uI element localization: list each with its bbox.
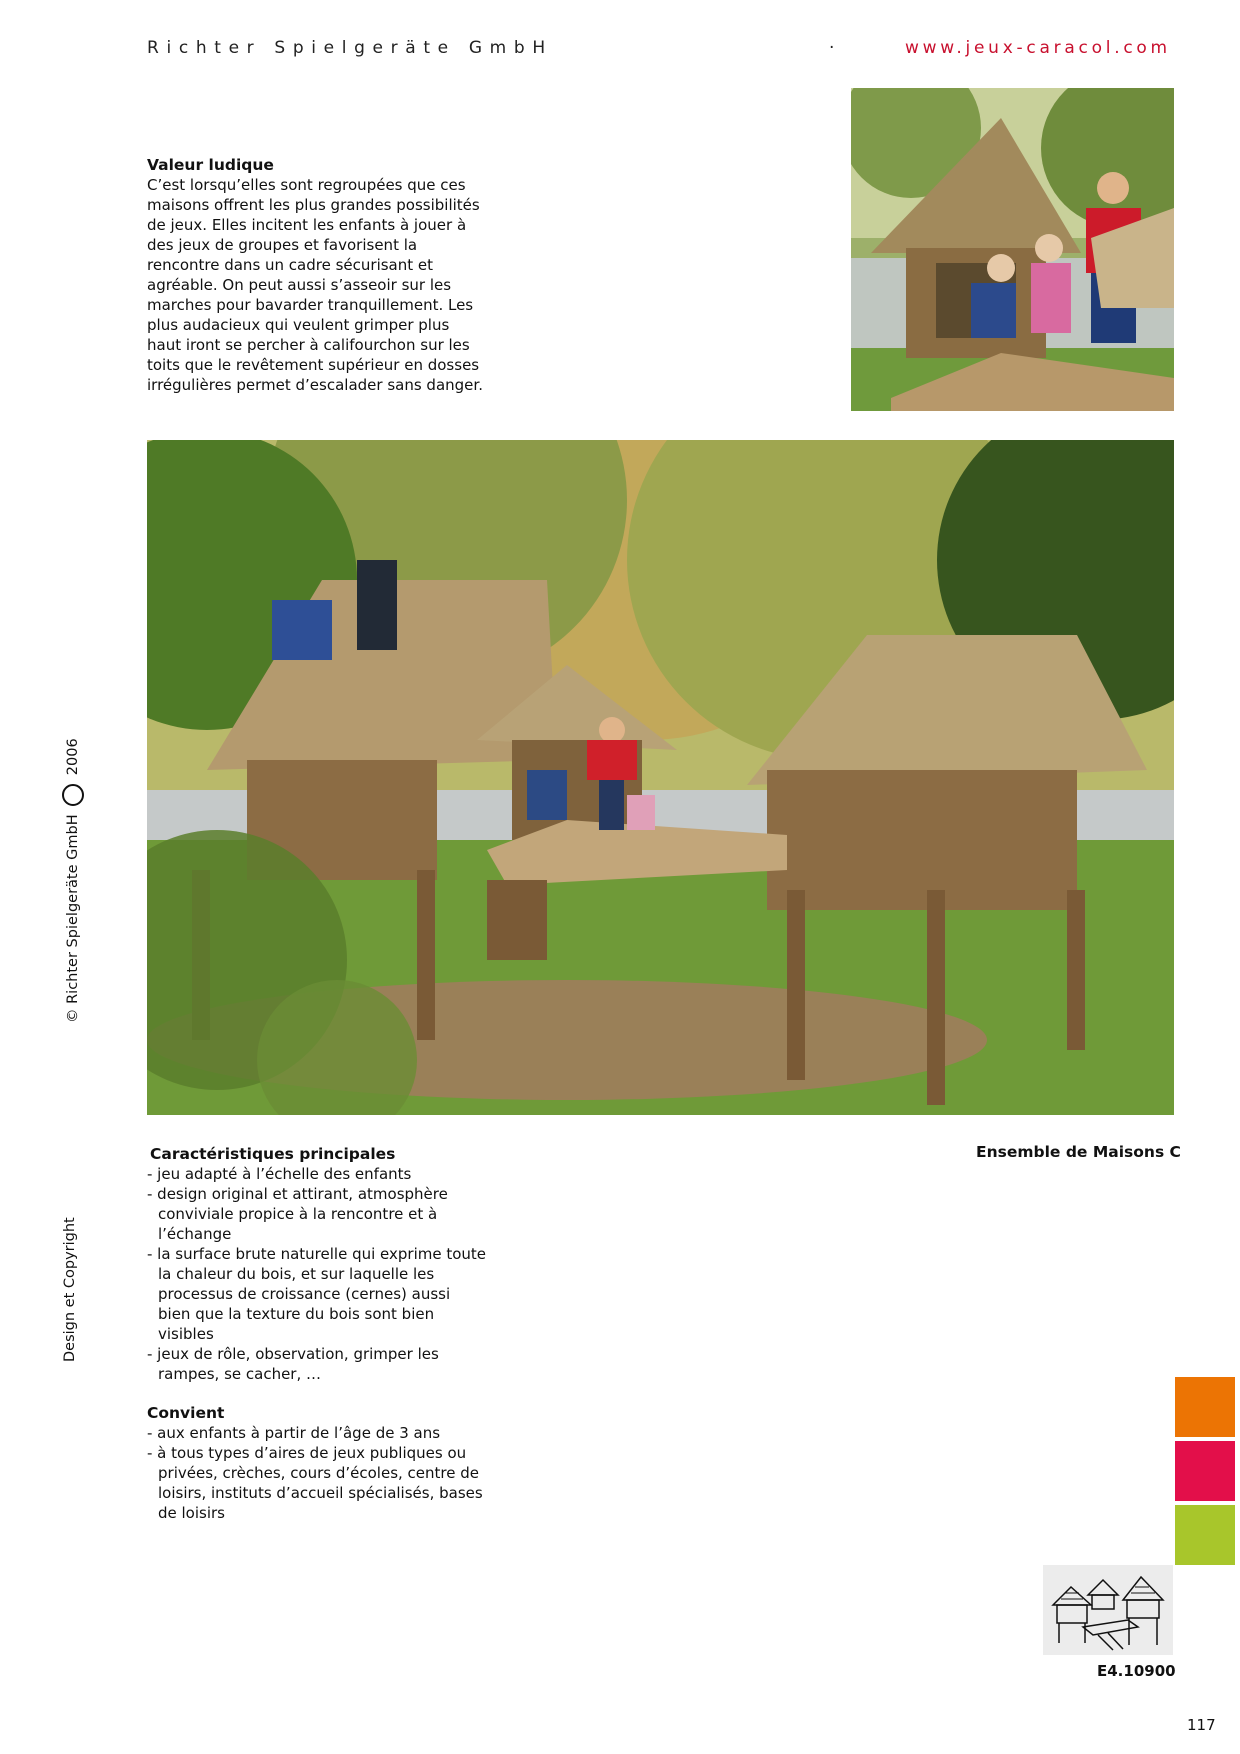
- suitability-list: [147, 1423, 487, 1523]
- header-separator: ·: [829, 38, 835, 58]
- photo-children-in-house: [851, 88, 1174, 411]
- website-link[interactable]: www.jeux-caracol.com: [905, 38, 1171, 58]
- suitability-title: Convient: [147, 1404, 225, 1422]
- color-swatch-green: [1175, 1505, 1235, 1565]
- list-item: - jeu adapté à l’échelle des enfants: [147, 1165, 412, 1183]
- product-name: Ensemble de Maisons C: [976, 1143, 1181, 1161]
- product-drawing: [1043, 1565, 1173, 1655]
- list-item: - aux enfants à partir de l’âge de 3 ans: [147, 1424, 441, 1442]
- list-item: - à tous types d’aires de jeux publiques ou privées, crèches, cours d’écoles, centre de loisirs, instituts d’accueil spécialisés, bases de loisirs: [147, 1444, 483, 1522]
- design-copyright-label: Design et Copyright: [62, 1217, 78, 1362]
- copyright-text: © Richter Spielgeräte GmbH: [65, 814, 81, 1023]
- list-item: - jeux de rôle, observation, grimper les rampes, se cacher, …: [147, 1345, 439, 1383]
- features-title: Caractéristiques principales: [150, 1145, 396, 1163]
- product-code: E4.10900: [1097, 1662, 1176, 1680]
- photo-houses-playground: [147, 440, 1174, 1115]
- list-item: - la surface brute naturelle qui exprime toute la chaleur du bois, et sur laquelle les processus de croissance (cernes) aussi bien que la texture du bois sont bien visibles: [147, 1245, 487, 1343]
- caracol-logo-icon: [62, 784, 84, 806]
- page-number: 117: [1187, 1716, 1216, 1734]
- company-name: Richter Spielgeräte GmbH: [147, 38, 553, 58]
- play-value-section: [147, 155, 487, 395]
- features-list: [147, 1164, 487, 1384]
- copyright-year: 2006: [65, 738, 81, 776]
- features-section: [147, 1144, 487, 1384]
- list-item: - design original et attirant, atmosphère conviviale propice à la rencontre et à l’échange: [147, 1185, 448, 1243]
- color-swatch-red: [1175, 1441, 1235, 1501]
- color-swatch-orange: [1175, 1377, 1235, 1437]
- play-value-title: Valeur ludique: [147, 156, 274, 174]
- suitability-section: [147, 1403, 487, 1523]
- play-value-text: C’est lorsqu’elles sont regroupées que ces maisons offrent les plus grandes possibilités de jeux. Elles incitent les enfants à jouer à des jeux de groupes et favorisent la rencontre dans un cadre sécurisant et agréable. On peut aussi s’asseoir sur les marches pour bavarder tranquillement. Les plus audacieux qui veulent grimper plus haut iront se percher à califourchon sur les toits que le revêtement supérieur en dosses irrégulières permet d’escalader sans danger.: [147, 176, 483, 394]
